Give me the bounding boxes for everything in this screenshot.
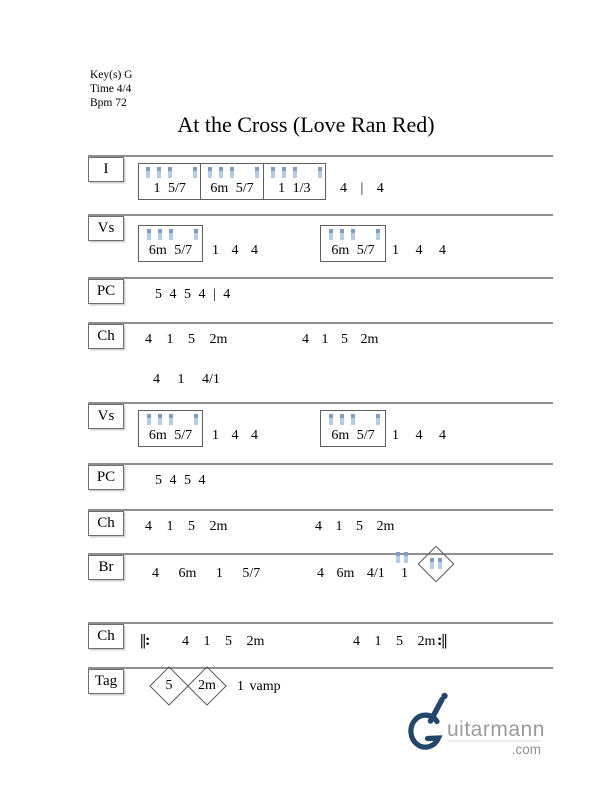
- song-time-signature: Time 4/4: [90, 83, 132, 95]
- section-divider: [88, 622, 553, 624]
- song-key: Key(s) G: [90, 69, 133, 81]
- measure-chords: 1 5/7: [153, 181, 186, 196]
- section-label-chorus: Ch: [88, 324, 124, 349]
- measure-chords: 6m 5/7: [210, 181, 254, 196]
- diamond-hold-icon: [149, 666, 189, 706]
- diamond-hold-icon: [187, 666, 227, 706]
- measure-cell: [201, 164, 263, 199]
- section-label-prechorus: PC: [88, 465, 124, 490]
- repeat-start-icon: ||:: [140, 632, 150, 649]
- diamond-chord: 5: [165, 678, 173, 693]
- chord-phrase: 4 6m 1 5/7: [152, 566, 261, 581]
- section-divider: [88, 214, 553, 216]
- measure-cell: [264, 164, 325, 199]
- chord-phrase: 1 vamp: [237, 679, 281, 694]
- section-label-chorus: Ch: [88, 624, 124, 649]
- measure-chords: 6m 5/7: [148, 428, 193, 443]
- section-divider: [88, 509, 553, 511]
- chord-phrase: 4 1 5 2m: [315, 519, 395, 534]
- section-label-chorus: Ch: [88, 511, 124, 536]
- section-divider: [88, 667, 553, 669]
- verse-measure-box: [320, 410, 386, 447]
- chord-phrase: 1 4 4: [392, 428, 446, 443]
- chord-phrase: 4 1 5 2m: [353, 634, 436, 649]
- measure-chords: 6m 5/7: [331, 243, 375, 258]
- measure-cell: [139, 164, 201, 199]
- chord-phrase: 1 4 4: [392, 243, 446, 258]
- section-divider: [88, 322, 553, 324]
- chord-phrase: 4 1 5 2m: [145, 332, 228, 347]
- logo-wordmark: uitarmann: [447, 718, 545, 741]
- diamond-chord: 2m: [198, 678, 216, 693]
- chord-phrase: 5 4 5 4: [155, 473, 206, 488]
- section-label-bridge: Br: [88, 555, 124, 580]
- section-divider: [88, 277, 553, 279]
- song-meta: [90, 68, 132, 110]
- verse-measure-box: [138, 225, 203, 262]
- section-label-verse: Vs: [88, 216, 124, 241]
- pushed-chord: 1: [401, 566, 408, 581]
- repeat-end-icon: :||: [437, 632, 447, 649]
- chord-phrase: 1 4 4: [212, 428, 258, 443]
- section-divider: [88, 553, 553, 555]
- chord-phrase: 4 6m 4/1: [317, 566, 385, 581]
- guitar-logo-icon: [408, 690, 556, 765]
- guitarmann-logo: [408, 690, 556, 765]
- chord-phrase: 4 1 5 2m: [302, 332, 379, 347]
- chord-phrase: 5 4 5 4 | 4: [155, 287, 231, 302]
- section-label-verse: Vs: [88, 404, 124, 429]
- chord-phrase: 4 1 5 2m: [182, 634, 265, 649]
- logo-suffix: .com: [511, 742, 541, 757]
- chord-phrase: 4 1 5 2m: [145, 519, 228, 534]
- song-title: At the Cross (Love Ran Red): [177, 112, 435, 137]
- section-divider: [88, 155, 553, 157]
- measure-chords: 1 1/3: [278, 181, 311, 196]
- verse-measure-box: [138, 410, 203, 447]
- section-divider: [88, 402, 553, 404]
- section-label-intro: I: [88, 157, 124, 182]
- verse-measure-box: [320, 225, 386, 262]
- diamond-hold-icon: [418, 546, 455, 583]
- measure-chords: 6m 5/7: [331, 428, 375, 443]
- chord-phrase: 4 1 4/1: [153, 372, 220, 387]
- song-bpm: Bpm 72: [90, 97, 127, 109]
- measure-chords: 6m 5/7: [148, 243, 193, 258]
- section-label-tag: Tag: [88, 669, 124, 694]
- chord-phrase: 4 | 4: [340, 181, 384, 196]
- intro-measures-box: [138, 163, 326, 200]
- section-divider: [88, 463, 553, 465]
- chord-phrase: 1 4 4: [212, 243, 258, 258]
- section-label-prechorus: PC: [88, 279, 124, 304]
